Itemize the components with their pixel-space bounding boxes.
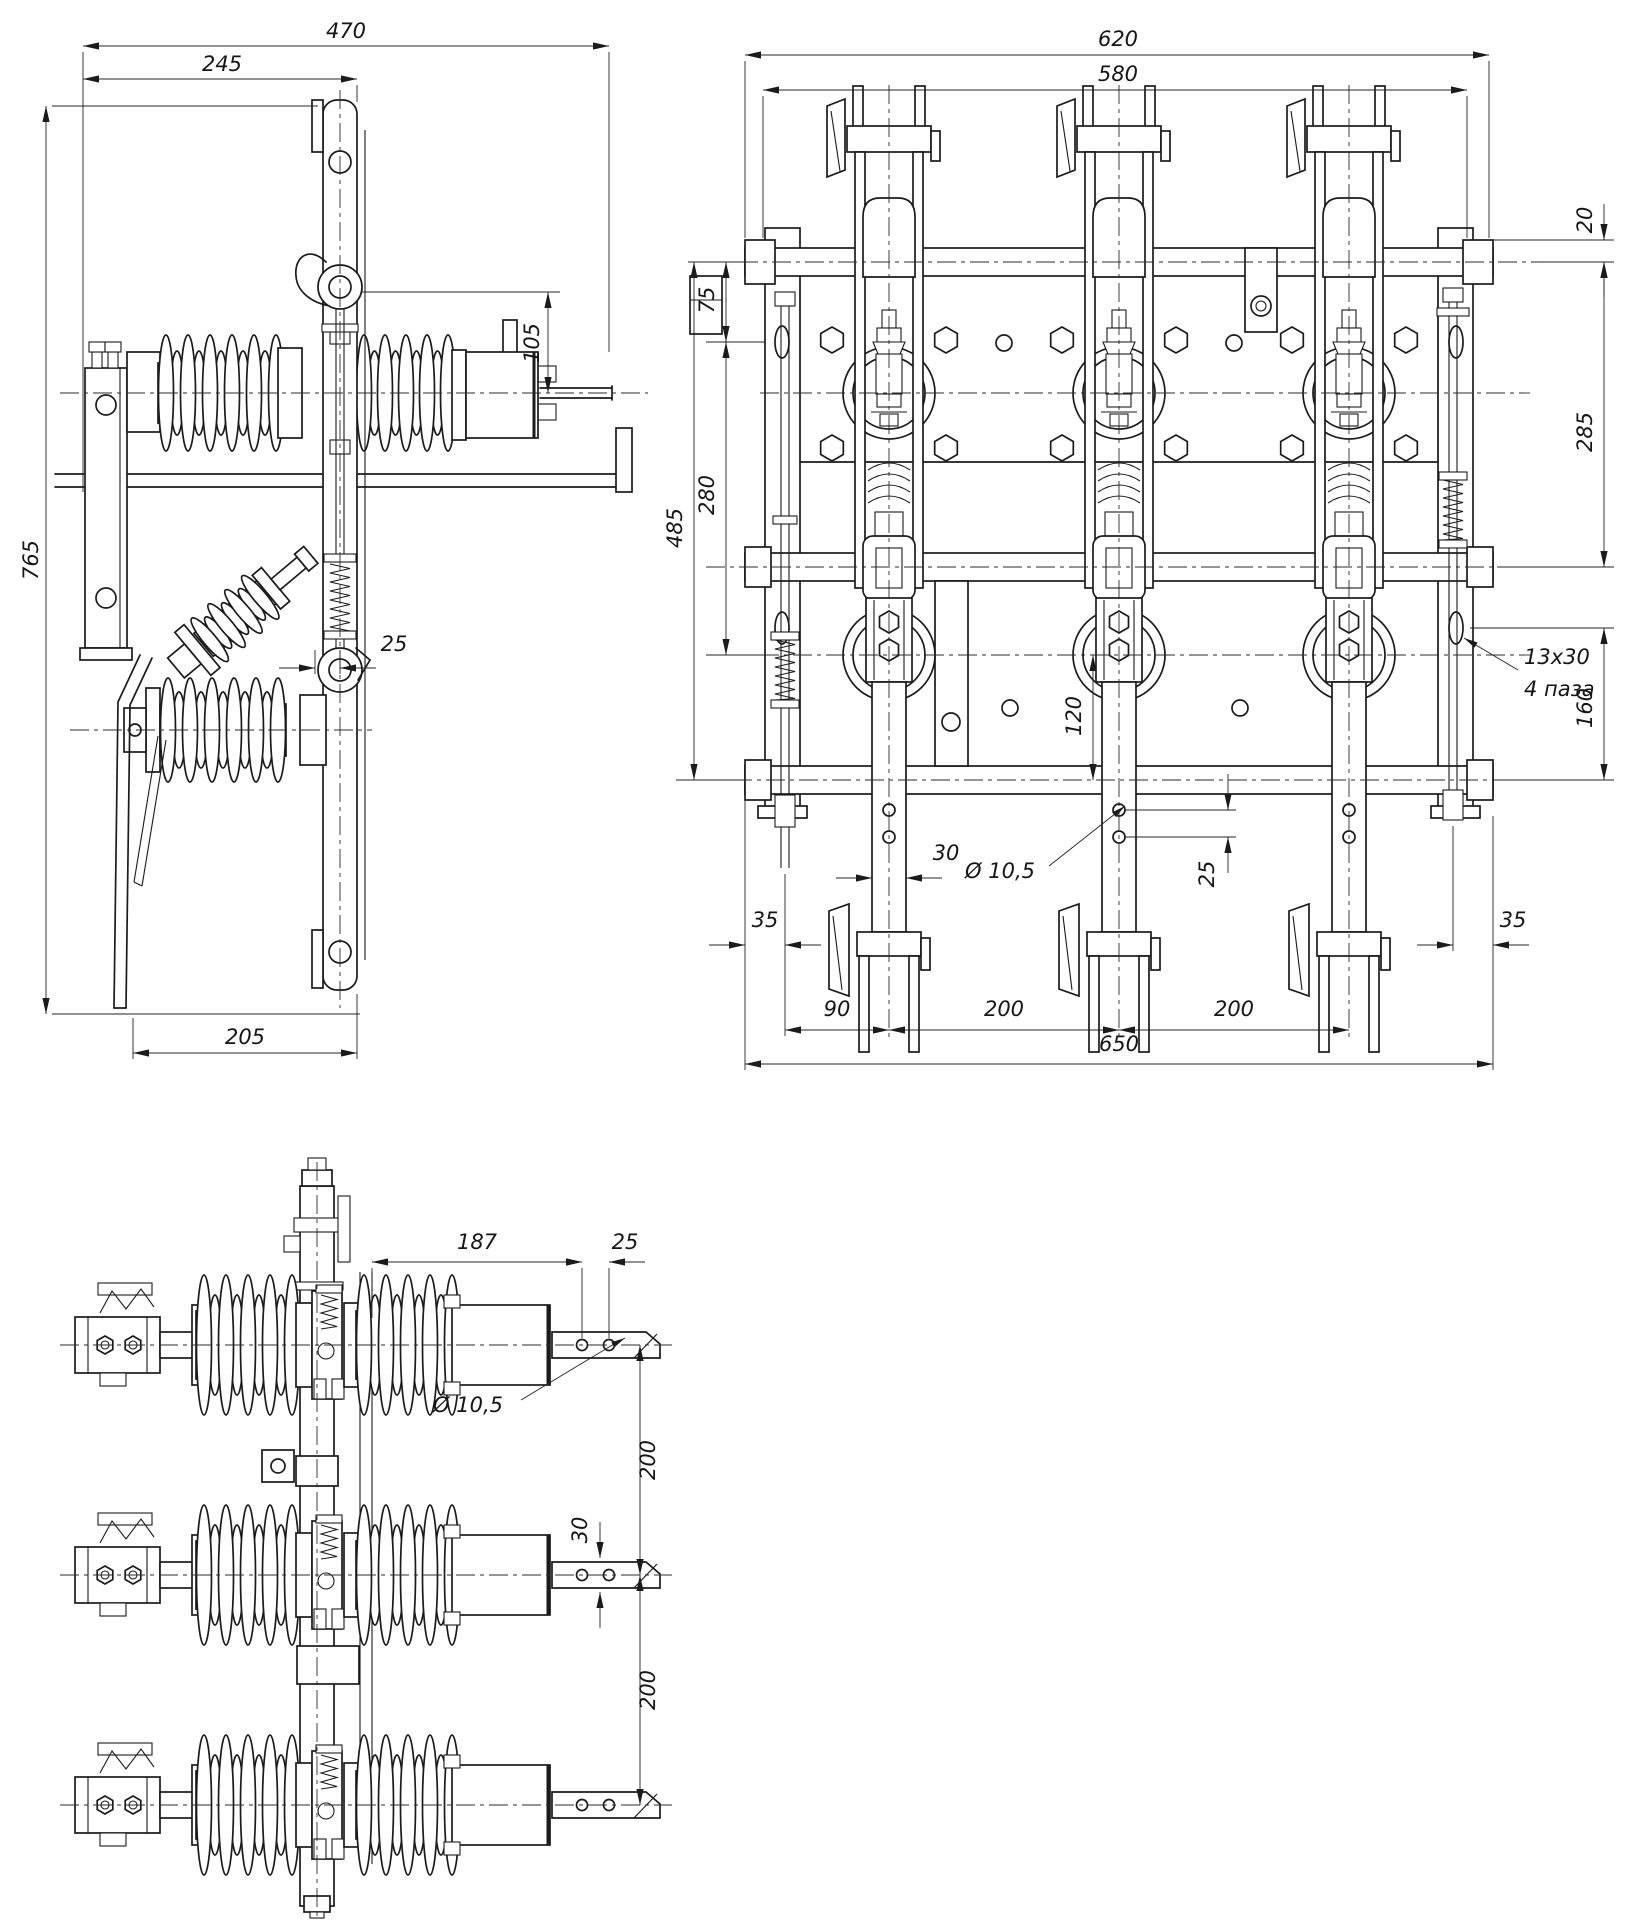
dimension-label: 30	[932, 841, 960, 865]
dimension-label: Ø 10,5	[965, 859, 1035, 883]
dimension-label: 765	[19, 539, 43, 581]
dimension-label: 4 паза	[1524, 677, 1595, 701]
dimension-label: 25	[380, 632, 408, 656]
dimension-label: 650	[1098, 1032, 1140, 1056]
dim-f200b	[1119, 997, 1349, 1034]
dimension-label: 280	[695, 474, 719, 516]
dim-p25	[546, 1230, 645, 1338]
dimension-label: 20	[1573, 206, 1597, 234]
side-view	[55, 100, 632, 1008]
dim-f285	[1497, 262, 1614, 567]
dimension-label: 200	[636, 1669, 660, 1711]
dim-s205	[133, 994, 357, 1059]
dim-p200a	[636, 1345, 660, 1575]
dimension-label: 13x30	[1524, 645, 1590, 669]
dim-fnote1	[1464, 638, 1590, 670]
dim-f90	[785, 997, 889, 1034]
dimension-label: 200	[636, 1439, 660, 1481]
dimension-label: 160	[1573, 687, 1597, 729]
dim-f200a	[889, 997, 1119, 1034]
dim-fnote2	[1524, 677, 1595, 701]
front-view	[690, 86, 1493, 1052]
dimension-label: 200	[1213, 997, 1255, 1021]
dimension-label: 25	[1195, 860, 1219, 888]
dimension-label: 485	[663, 507, 687, 549]
dimension-label: 245	[201, 52, 243, 76]
dimension-label: 35	[1499, 908, 1527, 932]
dimension-label: 200	[983, 997, 1025, 1021]
dimension-label: 90	[823, 997, 851, 1021]
dimension-label: 75	[695, 286, 719, 314]
dimension-label: 285	[1573, 411, 1597, 453]
dim-fd105	[964, 806, 1125, 883]
dim-s245	[83, 52, 357, 102]
dim-f485	[663, 262, 745, 780]
dim-f35l	[709, 874, 821, 1036]
dimension-label: 620	[1097, 27, 1139, 51]
dim-f20	[1493, 204, 1614, 298]
dimension-label: 120	[1062, 695, 1086, 737]
dimension-label: 205	[224, 1025, 266, 1049]
dimension-label: 187	[456, 1230, 498, 1254]
dimension-label: 25	[611, 1230, 639, 1254]
dimension-label: 470	[325, 19, 367, 43]
dimension-label: 35	[751, 908, 779, 932]
dimension-label: Ø 10,5	[433, 1393, 503, 1417]
dim-p200b	[636, 1575, 660, 1805]
dimension-label: 30	[568, 1516, 592, 1544]
dim-f280	[695, 342, 765, 655]
dimension-label: 105	[520, 322, 544, 364]
dim-f35r	[1417, 826, 1529, 951]
dimension-label: 580	[1097, 62, 1139, 86]
